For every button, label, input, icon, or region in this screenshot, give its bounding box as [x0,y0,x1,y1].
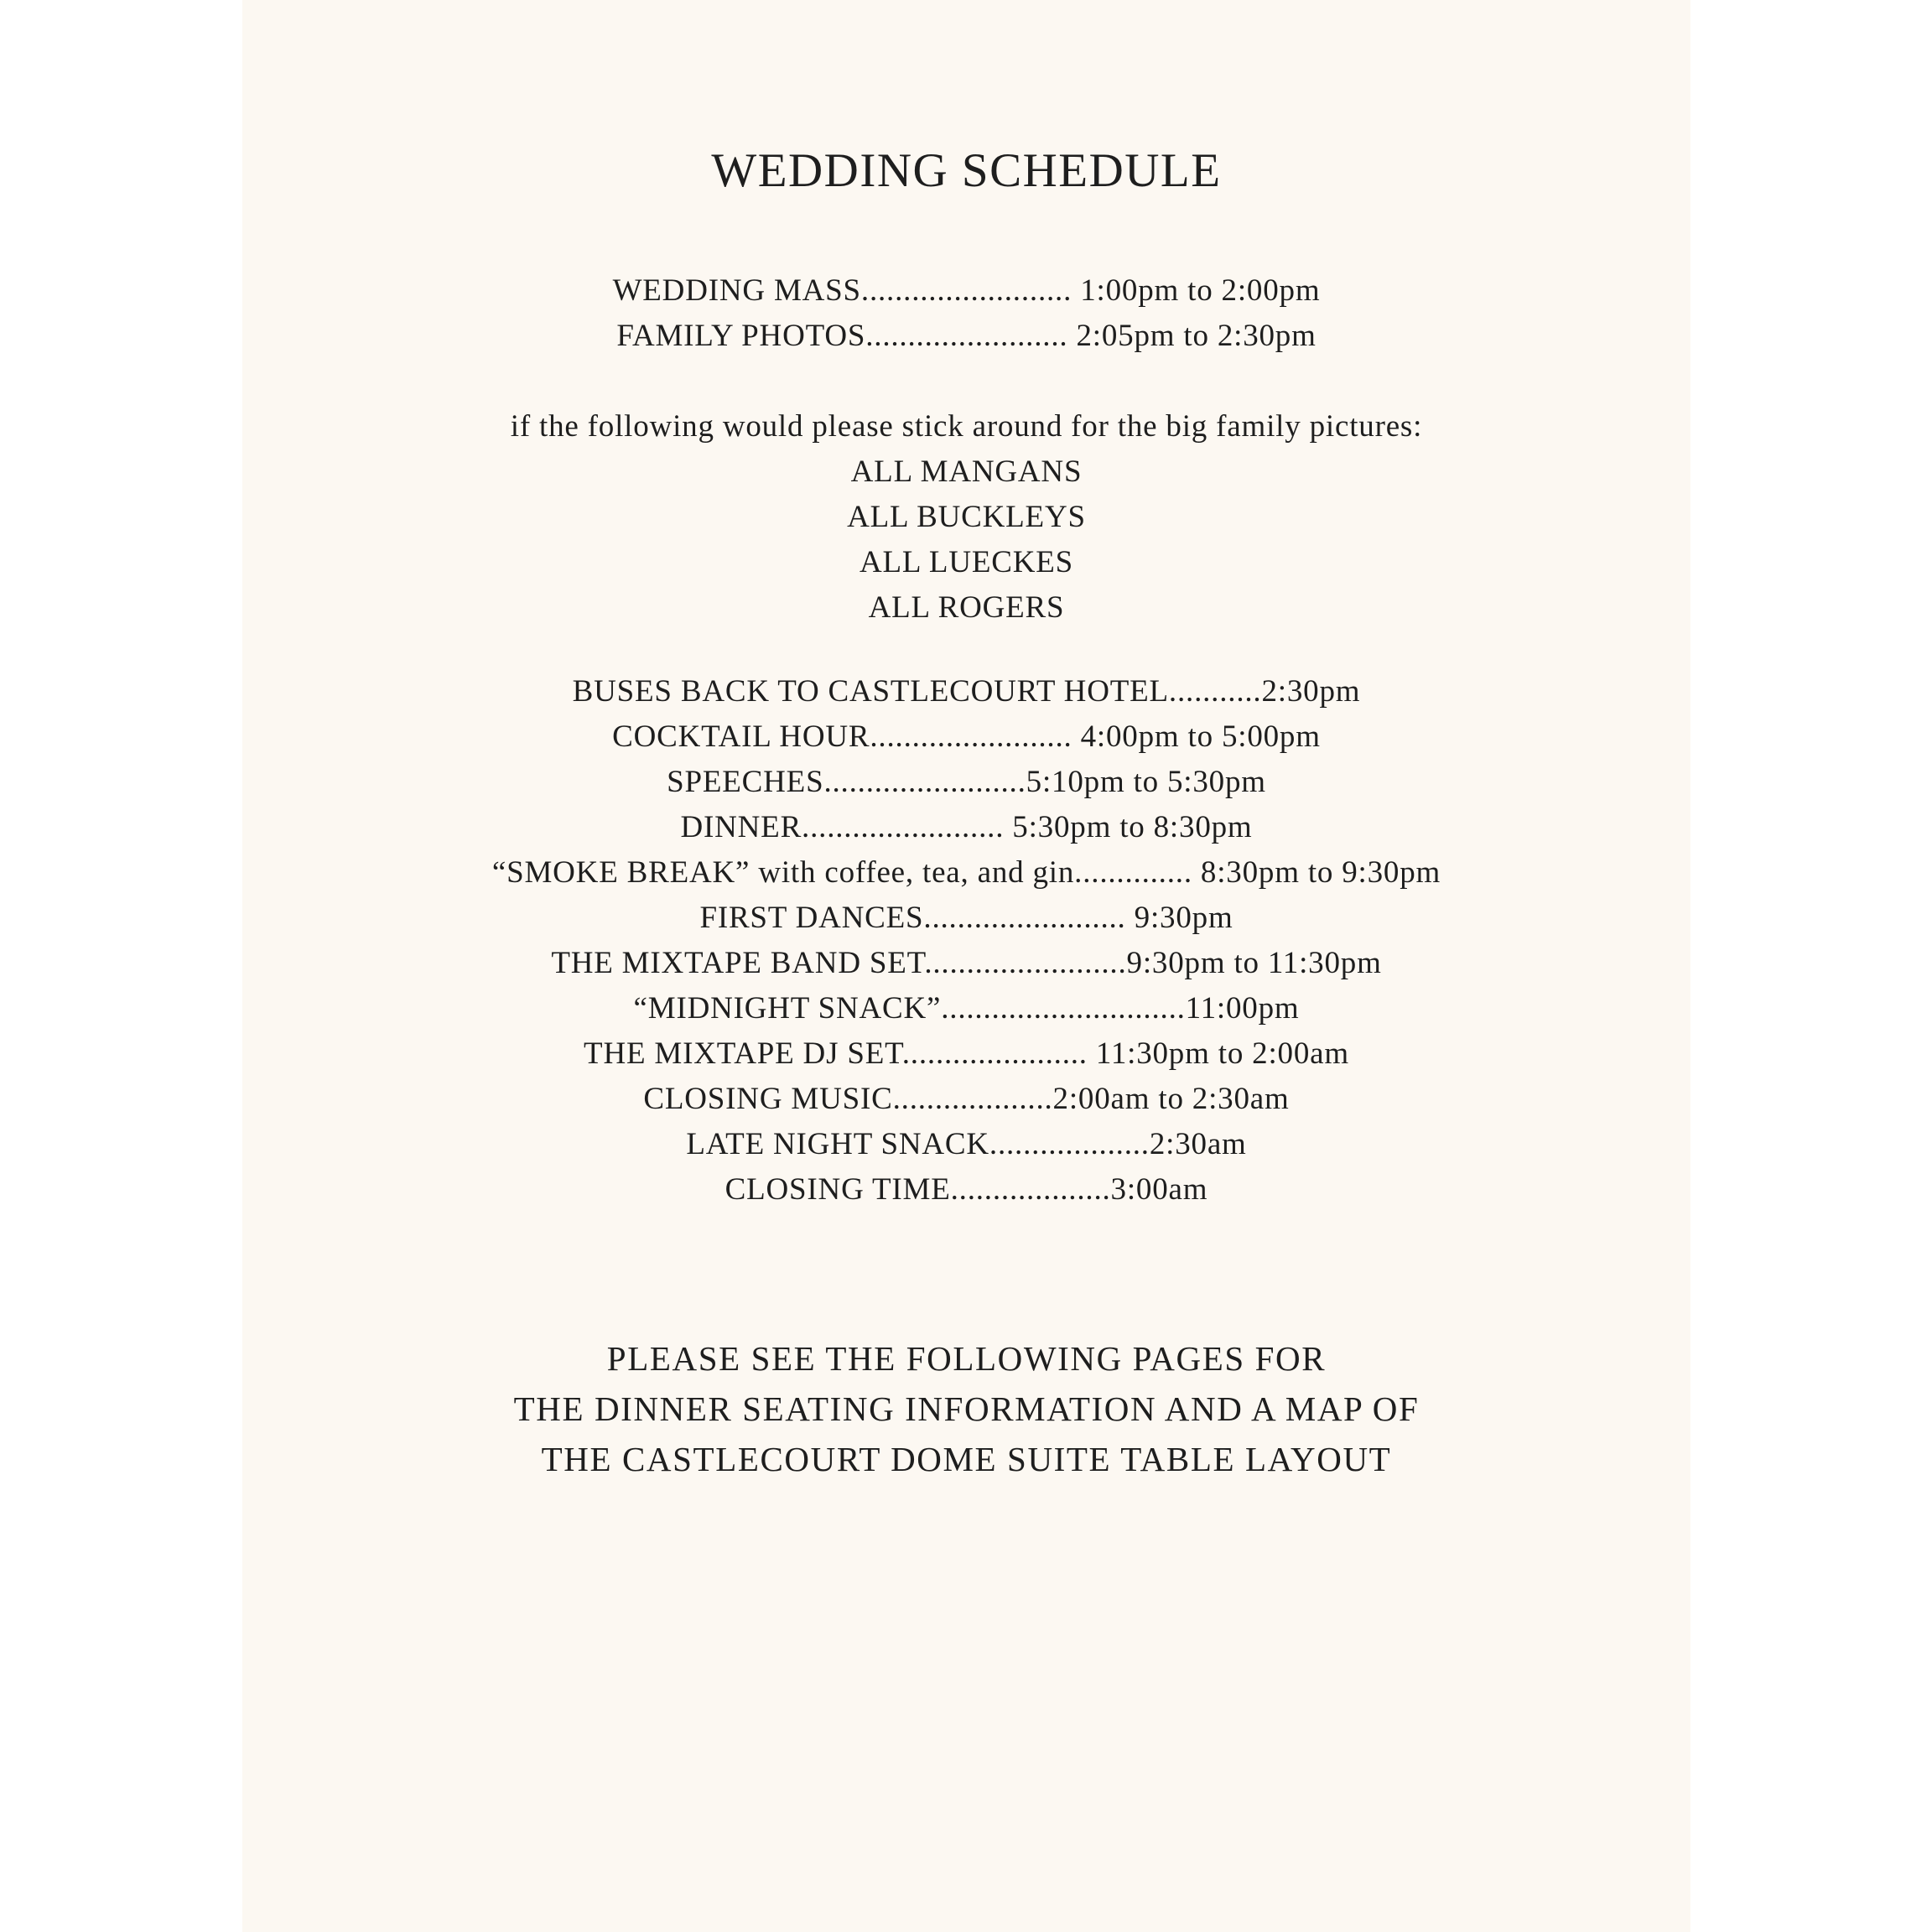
schedule-item: “SMOKE BREAK” with coffee, tea, and gin.............. 8:30pm to 9:30pm [491,855,1441,890]
photo-note-text: if the following would please stick around for the big family pictures: [510,409,1423,444]
footer-line: THE CASTLECOURT DOME SUITE TABLE LAYOUT [541,1440,1392,1478]
schedule-item: FIRST DANCES........................ 9:30pm [699,901,1233,935]
schedule-item: SPEECHES........................5:10pm to 5:30pm [667,765,1266,799]
family-name: ALL LUECKES [859,545,1074,579]
schedule-page [242,0,1690,1932]
main-schedule-list [242,669,1690,1213]
schedule-item: BUSES BACK TO CASTLECOURT HOTEL...........2:30pm [572,674,1361,709]
schedule-item: DINNER........................ 5:30pm to 8:30pm [680,810,1253,844]
schedule-item: “MIDNIGHT SNACK”.............................11:00pm [633,991,1300,1026]
intro-schedule-list [242,268,1690,359]
family-photo-note [242,404,1690,631]
schedule-item: THE MIXTAPE BAND SET........................9:30pm to 11:30pm [551,946,1382,980]
schedule-item: CLOSING TIME...................3:00am [724,1172,1208,1207]
schedule-item: WEDDING MASS......................... 1:00pm to 2:00pm [612,273,1321,308]
schedule-item: THE MIXTAPE DJ SET...................... 11:30pm to 2:00am [584,1036,1349,1071]
family-name: ALL MANGANS [850,454,1083,489]
family-name: ALL ROGERS [868,590,1065,625]
schedule-item: FAMILY PHOTOS........................ 2:05pm to 2:30pm [616,319,1317,353]
schedule-item: LATE NIGHT SNACK...................2:30am [686,1127,1247,1161]
schedule-item: COCKTAIL HOUR........................ 4:00pm to 5:00pm [612,719,1321,754]
page-title: WEDDING SCHEDULE [711,144,1222,197]
footer-note [242,1333,1690,1484]
footer-line: THE DINNER SEATING INFORMATION AND A MAP OF [513,1389,1420,1428]
footer-line: PLEASE SEE THE FOLLOWING PAGES FOR [606,1339,1327,1378]
family-name: ALL BUCKLEYS [847,500,1086,534]
schedule-item: CLOSING MUSIC...................2:00am to 2:30am [643,1082,1290,1116]
